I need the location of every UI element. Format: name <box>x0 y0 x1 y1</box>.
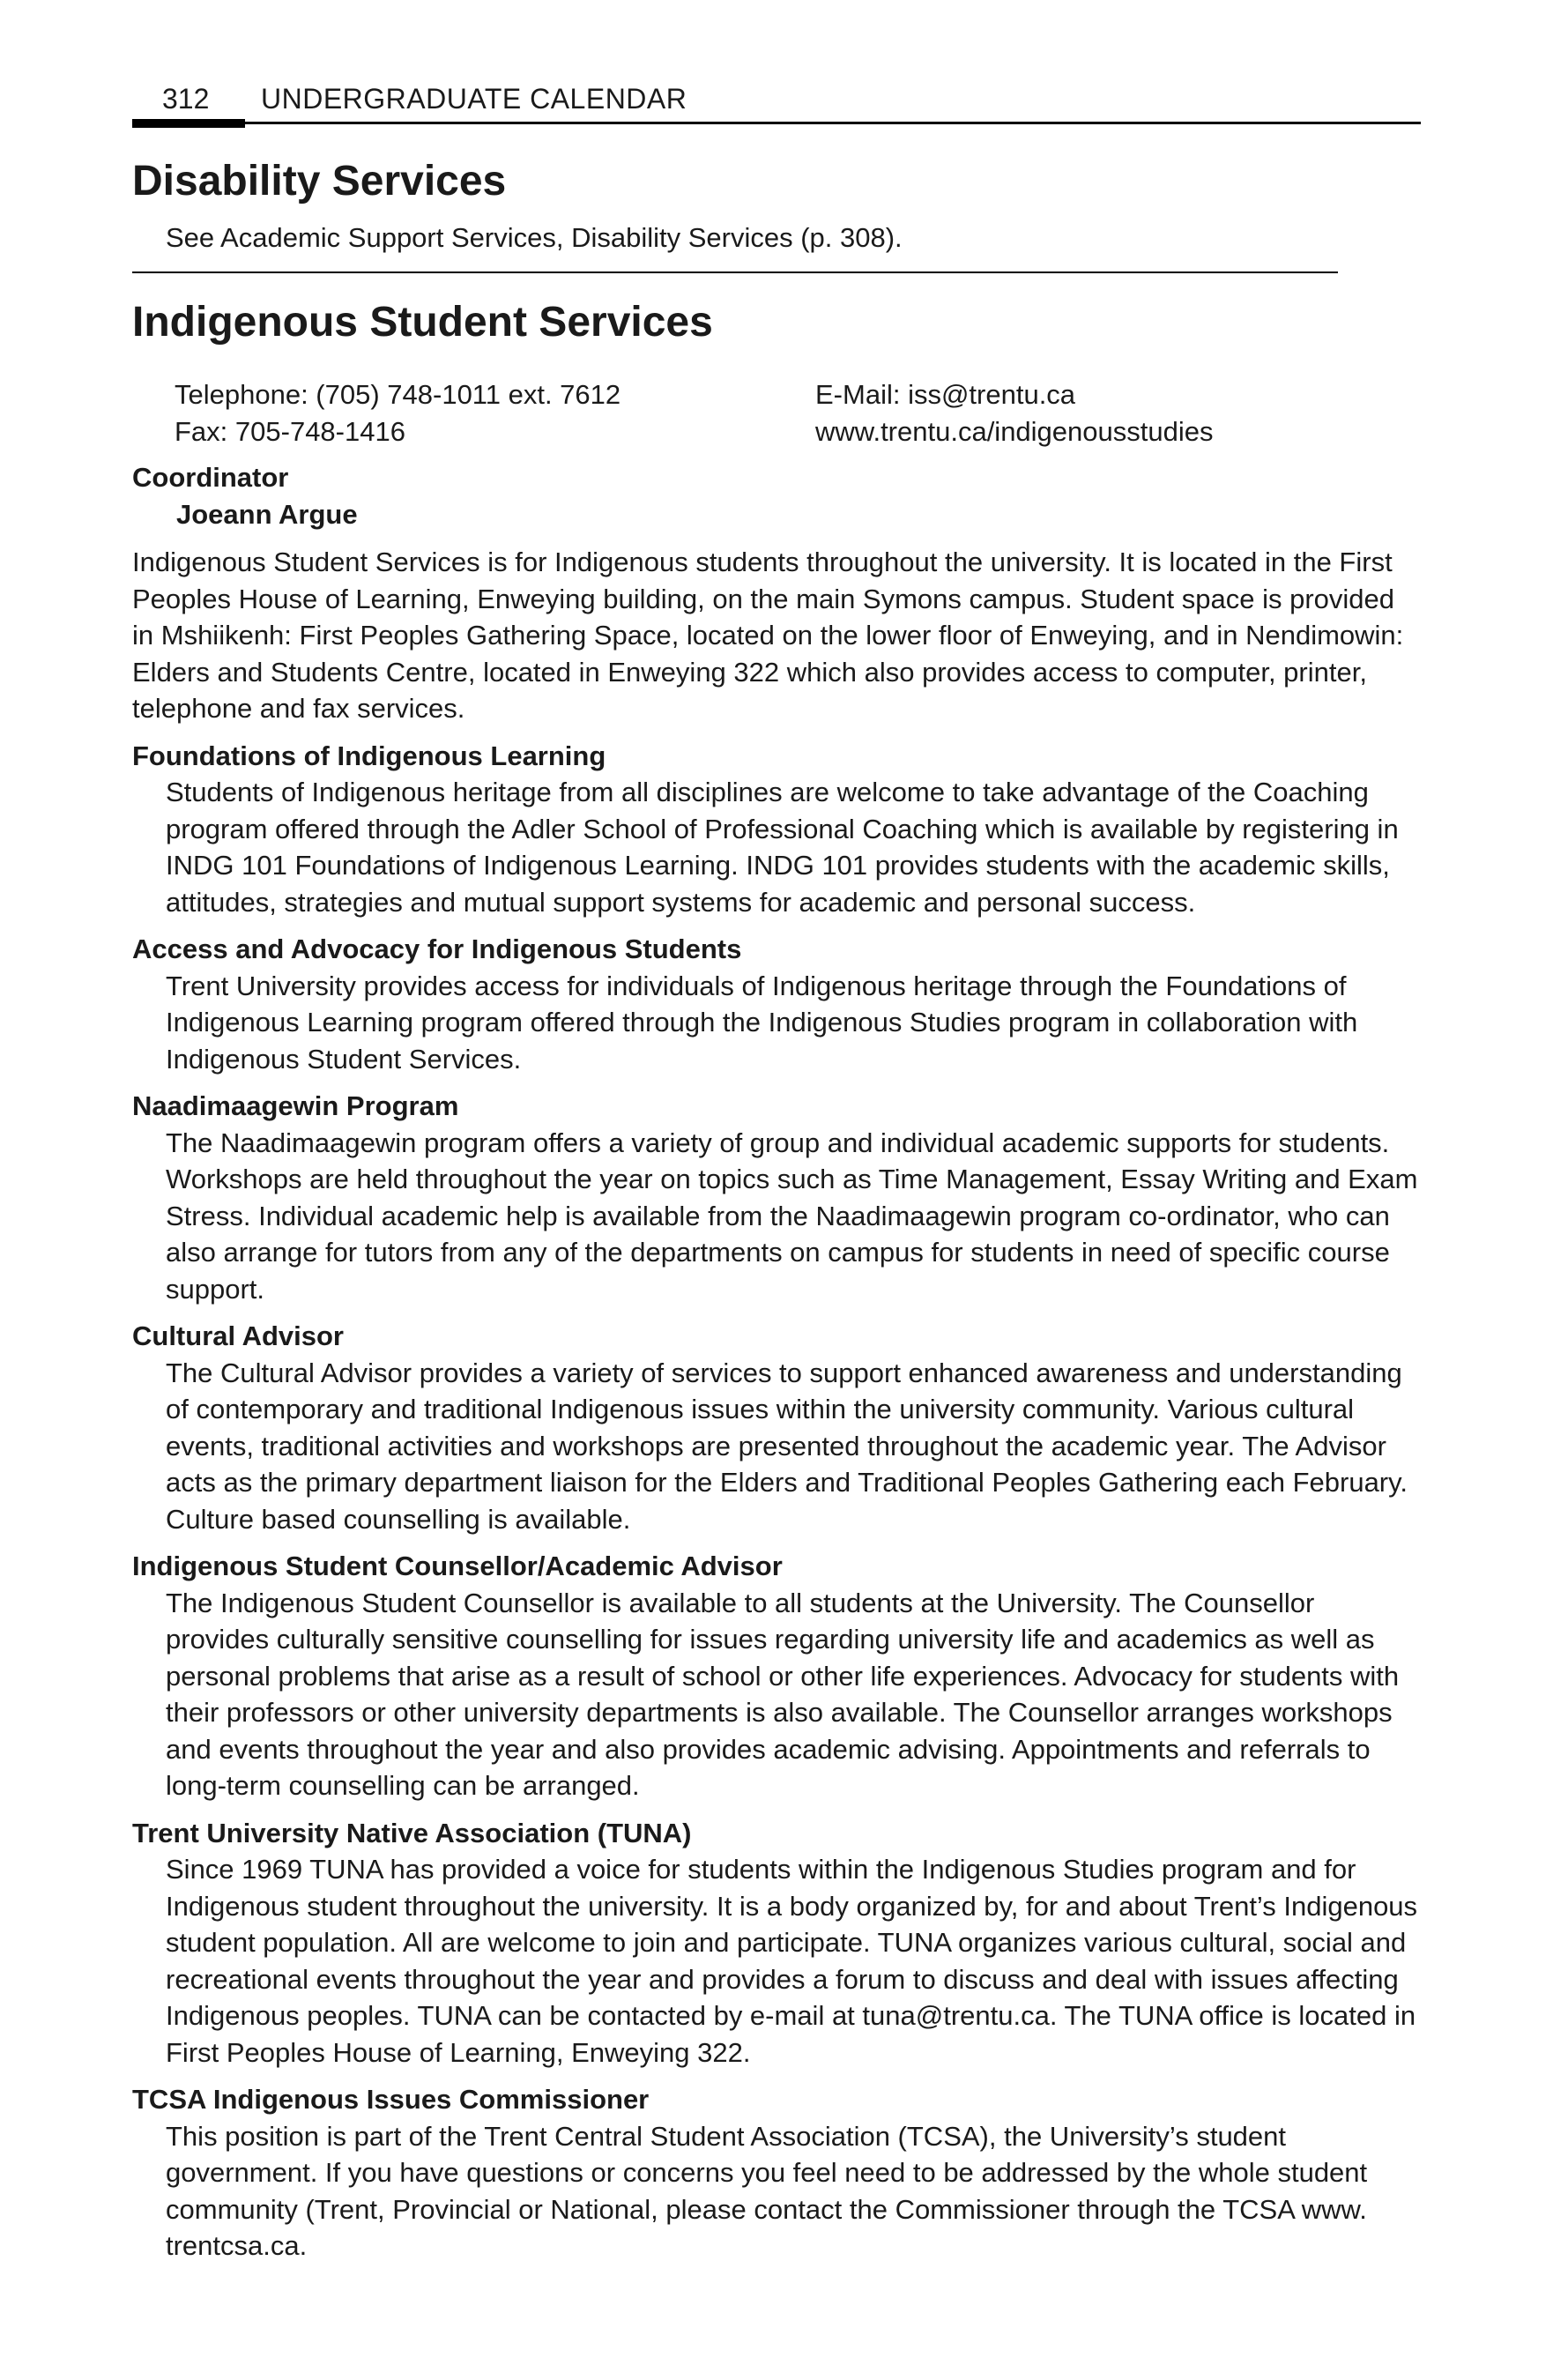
subsection-heading: Access and Advocacy for Indigenous Students <box>132 933 742 964</box>
subsection-naadimaagewin <box>132 1088 1419 1307</box>
subsection-body: Students of Indigenous heritage from all disciplines are welcome to take advantage of the Coaching program offered through the Adler School of Professional Coaching which is available by registering in INDG 101 Foundations of Indigenous Learning. INDG 101 provides students with the academic skills, attitudes, strategies and mutual support systems for academic and personal success. <box>166 777 1399 918</box>
subsection-tuna <box>132 1815 1419 2071</box>
subsection-heading: Trent University Native Association (TUNA) <box>132 1817 692 1848</box>
running-header <box>132 81 1421 125</box>
coordinator-name: Joeann Argue <box>176 499 358 530</box>
subsection-cultural-advisor <box>132 1318 1419 1537</box>
subsection-access-advocacy <box>132 931 1419 1077</box>
subsection-body: Trent University provides access for individuals of Indigenous heritage through the Foundations of Indigenous Learning program offered through the Indigenous Studies program in collaboration with Indigenous Student Services. <box>166 970 1358 1075</box>
subsection-counsellor <box>132 1548 1419 1804</box>
subsection-tcsa-commissioner <box>132 2081 1419 2265</box>
coordinator-label: Coordinator <box>132 462 289 493</box>
disability-services-note: See Academic Support Services, Disability Services (p. 308). <box>166 222 903 253</box>
subsection-body: The Cultural Advisor provides a variety of services to support enhanced awareness and understanding of contemporary and traditional Indigenous issues within the university community. Various cultural events, traditional activities and workshops are presented throughout the academic year. The Advisor acts as the primary department liaison for the Elders and Traditional Peoples Gathering each February. Culture based counselling is available. <box>166 1357 1408 1535</box>
intro-paragraph: Indigenous Student Services is for Indigenous students throughout the university. It is located in the First Peoples House of Learning, Enweying building, on the main Symons campus. Student space is provided in Mshiikenh: First Peoples Gathering Space, located on the lower floor of Enweying, and in Nendimowin: Elders and Students Centre, located in Enweying 322 which also provides access to computer, printer, telephone and fax services. <box>132 547 1404 724</box>
fax: Fax: 705-748-1416 <box>175 416 405 447</box>
running-title: UNDERGRADUATE CALENDAR <box>261 83 687 115</box>
subsection-heading: TCSA Indigenous Issues Commissioner <box>132 2084 650 2115</box>
subsection-body: Since 1969 TUNA has provided a voice for students within the Indigenous Studies program and for Indigenous student throughout the university. It is a body organized by, for and about Trent’s Indigenous student population. All are welcome to join and participate. TUNA organizes various cultural, social and recreational events throughout the year and provides a forum to discuss and deal with issues affecting Indigenous peoples. TUNA can be contacted by e-mail at tuna@trentu.ca. The TUNA office is located in First Peoples House of Learning, Enweying 322. <box>166 1854 1418 2068</box>
subsection-heading: Indigenous Student Counsellor/Academic Advisor <box>132 1551 783 1581</box>
subsection-heading: Cultural Advisor <box>132 1320 344 1351</box>
services-text <box>132 544 1419 2275</box>
subsection-foundations <box>132 738 1419 921</box>
email-link[interactable]: E-Mail: iss@trentu.ca <box>815 379 1076 410</box>
subsection-body: The Indigenous Student Counsellor is available to all students at the University. The Counsellor provides culturally sensitive counselling for issues regarding university life and academics as well as personal problems that arise as a result of school or other life experiences. Advocacy for students with their professors or other university departments is also available. The Counsellor arranges workshops and events throughout the year and also provides academic advising. Appointments and referrals to long-term counselling can be arranged. <box>166 1587 1400 1801</box>
subsection-body: The Naadimaagewin program offers a variety of group and individual academic supports for students. Workshops are held throughout the year on topics such as Time Management, Essay Writing and Exam Stress. Individual academic help is available from the Naadimaagewin program co-ordinator, who can also arrange for tutors from any of the departments on campus for students in need of specific course support. <box>166 1127 1418 1305</box>
subsection-heading: Naadimaagewin Program <box>132 1090 459 1121</box>
disability-services-title: Disability Services <box>132 158 507 205</box>
indigenous-student-services-title: Indigenous Student Services <box>132 299 713 346</box>
telephone: Telephone: (705) 748-1011 ext. 7612 <box>175 379 621 410</box>
header-tab-marker <box>132 119 245 128</box>
subsection-body: This position is part of the Trent Central Student Association (TCSA), the University’s student government. If you have questions or concerns you feel need to be addressed by the whole student community (Trent, Provincial or National, please contact the Commissioner through the TCSA www. trentcsa.ca. <box>166 2120 1368 2261</box>
website-link[interactable]: www.trentu.ca/indigenousstudies <box>815 416 1214 447</box>
page-number: 312 <box>162 83 210 115</box>
header-rule <box>132 122 1421 124</box>
subsection-heading: Foundations of Indigenous Learning <box>132 740 606 771</box>
section-divider <box>132 271 1338 273</box>
